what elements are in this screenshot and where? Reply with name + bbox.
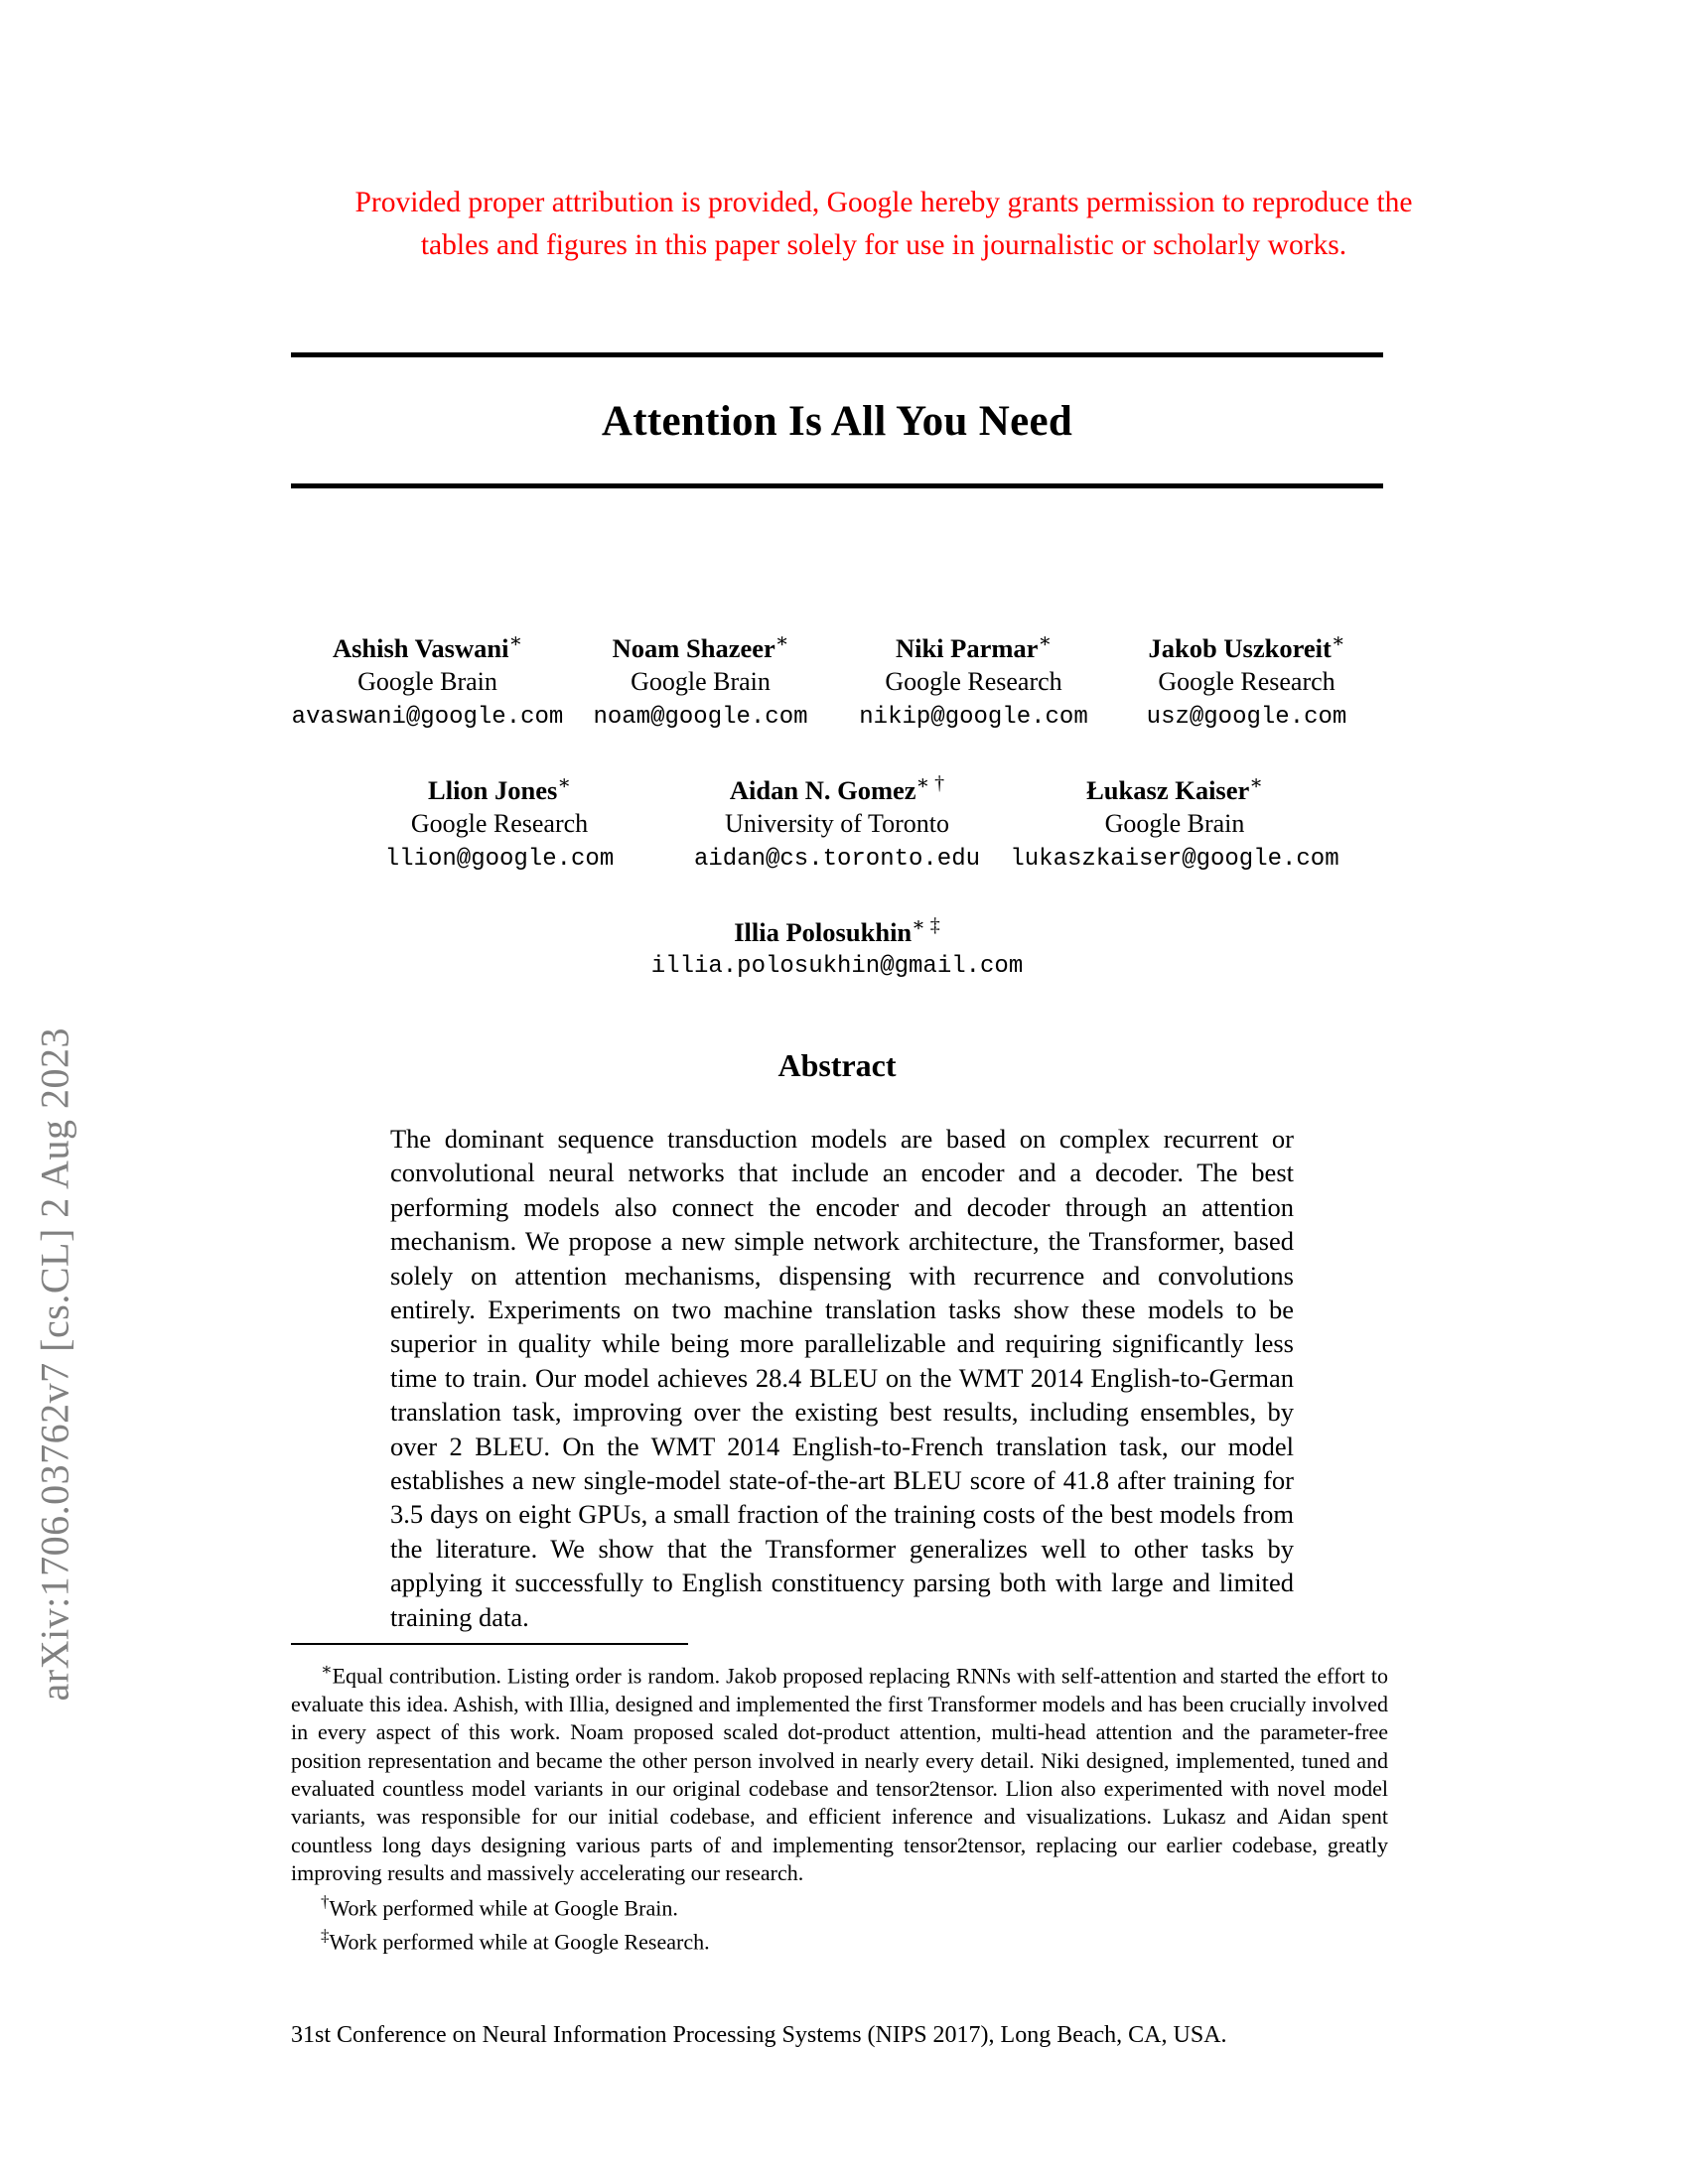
author-name: [837, 625, 1110, 664]
author-name: [589, 909, 1085, 948]
footnote-dagger: [291, 1888, 1388, 1923]
footnote-rule: [291, 1643, 688, 1645]
author-email: lukaszkaiser@google.com: [1010, 845, 1339, 873]
author-symbol: ∗ ‡: [912, 913, 940, 936]
author-affiliation: Google Research: [1158, 666, 1336, 696]
author-symbol: ∗ †: [915, 771, 945, 794]
footnote-ddagger-text: Work performed while at Google Research.: [329, 1929, 710, 1955]
author-row: [291, 625, 1383, 734]
author-name-text: Aidan N. Gomez: [729, 774, 916, 805]
author-symbol: ∗: [774, 630, 789, 652]
author-name-text: Łukasz Kaiser: [1086, 774, 1250, 805]
author-name: [331, 767, 668, 806]
abstract-heading: Abstract: [777, 1047, 897, 1083]
author-name: [291, 625, 564, 664]
author-name: [564, 625, 837, 664]
author-symbol: ∗: [557, 771, 571, 794]
author-entry: [668, 767, 1006, 876]
author-affiliation: Google Research: [885, 666, 1062, 696]
author-entry: [1110, 625, 1383, 734]
footnote-dagger-text: Work performed while at Google Brain.: [329, 1894, 678, 1920]
author-symbol: ∗: [1331, 630, 1345, 652]
title-rule-top: [291, 352, 1383, 357]
footnote-equal-contribution: [291, 1656, 1388, 1888]
author-symbol: ∗: [1249, 771, 1263, 794]
author-name-text: Llion Jones: [428, 774, 558, 805]
author-affiliation: Google Brain: [631, 666, 771, 696]
permission-notice: Provided proper attribution is provided, Google hereby grants permission to reproduce the tables and figures in this paper solely for use in journalistic or scholarly works.: [354, 187, 1413, 261]
author-email: aidan@cs.toronto.edu: [693, 845, 981, 873]
author-row: [291, 767, 1383, 876]
footnote-ddagger-symbol: ‡: [321, 1926, 330, 1946]
arxiv-stamp: arXiv:1706.03762v7 [cs.CL] 2 Aug 2023: [32, 1027, 77, 1702]
author-email: illia.polosukhin@gmail.com: [650, 953, 1024, 981]
author-email: avaswani@google.com: [291, 703, 564, 731]
title-rule-bottom: [291, 483, 1383, 488]
author-entry: [589, 909, 1085, 984]
footnotes-block: [291, 1656, 1388, 1957]
author-entry: [564, 625, 837, 734]
author-email: noam@google.com: [593, 703, 808, 731]
author-name-text: Ashish Vaswani: [332, 632, 509, 663]
author-name: [1110, 625, 1383, 664]
author-email: usz@google.com: [1146, 703, 1347, 731]
author-email: nikip@google.com: [859, 703, 1088, 731]
author-name-text: Niki Parmar: [895, 632, 1039, 663]
footnote-equal-contribution-text: Equal contribution. Listing order is random. Jakob proposed replacing RNNs with self-attention and started the effort to evaluate this idea. Ashish, with Illia, designed and implemented the first Transformer models and has been crucially involved in every aspect of this work. Noam proposed scaled dot-product attention, multi-head attention and the parameter-free position representation and became the other person involved in nearly every detail. Niki designed, implemented, tuned and evaluated countless model variants in our original codebase and tensor2tensor. Llion also experimented with novel model variants, was responsible for our initial codebase, and efficient inference and visualizations. Lukasz and Aidan spent countless long days designing various parts of and implementing tensor2tensor, replacing our earlier codebase, greatly improving results and massively accelerating our research.: [291, 1663, 1388, 1886]
author-entry: [1006, 767, 1343, 876]
author-affiliation: Google Research: [410, 808, 589, 838]
authors-block: [291, 625, 1383, 1007]
abstract-body: The dominant sequence transduction models are based on complex recurrent or convolutional neural networks that include an encoder and a decoder. The best performing models also connect the encoder and decoder through an attention mechanism. We propose a new simple network architecture, the Transformer, based solely on attention mechanisms, dispensing with recurrence and convolutions entirely. Experiments on two machine translation tasks show these models to be superior in quality while being more parallelizable and requiring significantly less time to train. Our model achieves 28.4 BLEU on the WMT 2014 English-to-German translation task, improving over the existing best results, including ensembles, by over 2 BLEU. On the WMT 2014 English-to-French translation task, our model establishes a new single-model state-of-the-art BLEU score of 41.8 after training for 3.5 days on eight GPUs, a small fraction of the training costs of the best models from the literature. We show that the Transformer generalizes well to other tasks by applying it successfully to English constituency parsing both with large and limited training data.: [390, 1124, 1294, 1632]
author-symbol: ∗: [1038, 630, 1053, 652]
page-title: Attention Is All You Need: [601, 398, 1073, 445]
author-entry: [837, 625, 1110, 734]
author-symbol: ∗: [508, 630, 523, 652]
footnote-asterisk-symbol: ∗: [321, 1660, 333, 1679]
author-name-text: Illia Polosukhin: [734, 916, 913, 947]
author-name: [1006, 767, 1343, 806]
author-entry: [291, 625, 564, 734]
author-entry: [331, 767, 668, 876]
conference-line: 31st Conference on Neural Information Processing Systems (NIPS 2017), Long Beach, CA, USA.: [291, 2022, 1227, 2048]
footnote-dagger-symbol: †: [321, 1891, 330, 1911]
author-affiliation: University of Toronto: [725, 808, 949, 838]
author-affiliation: Google Brain: [357, 666, 497, 696]
footnote-ddagger: [291, 1922, 1388, 1957]
author-name: [668, 767, 1006, 806]
author-name-text: Noam Shazeer: [612, 632, 775, 663]
author-affiliation: Google Brain: [1104, 808, 1245, 838]
author-row: [291, 909, 1383, 984]
author-email: llion@google.com: [384, 845, 615, 873]
author-name-text: Jakob Uszkoreit: [1148, 632, 1332, 663]
